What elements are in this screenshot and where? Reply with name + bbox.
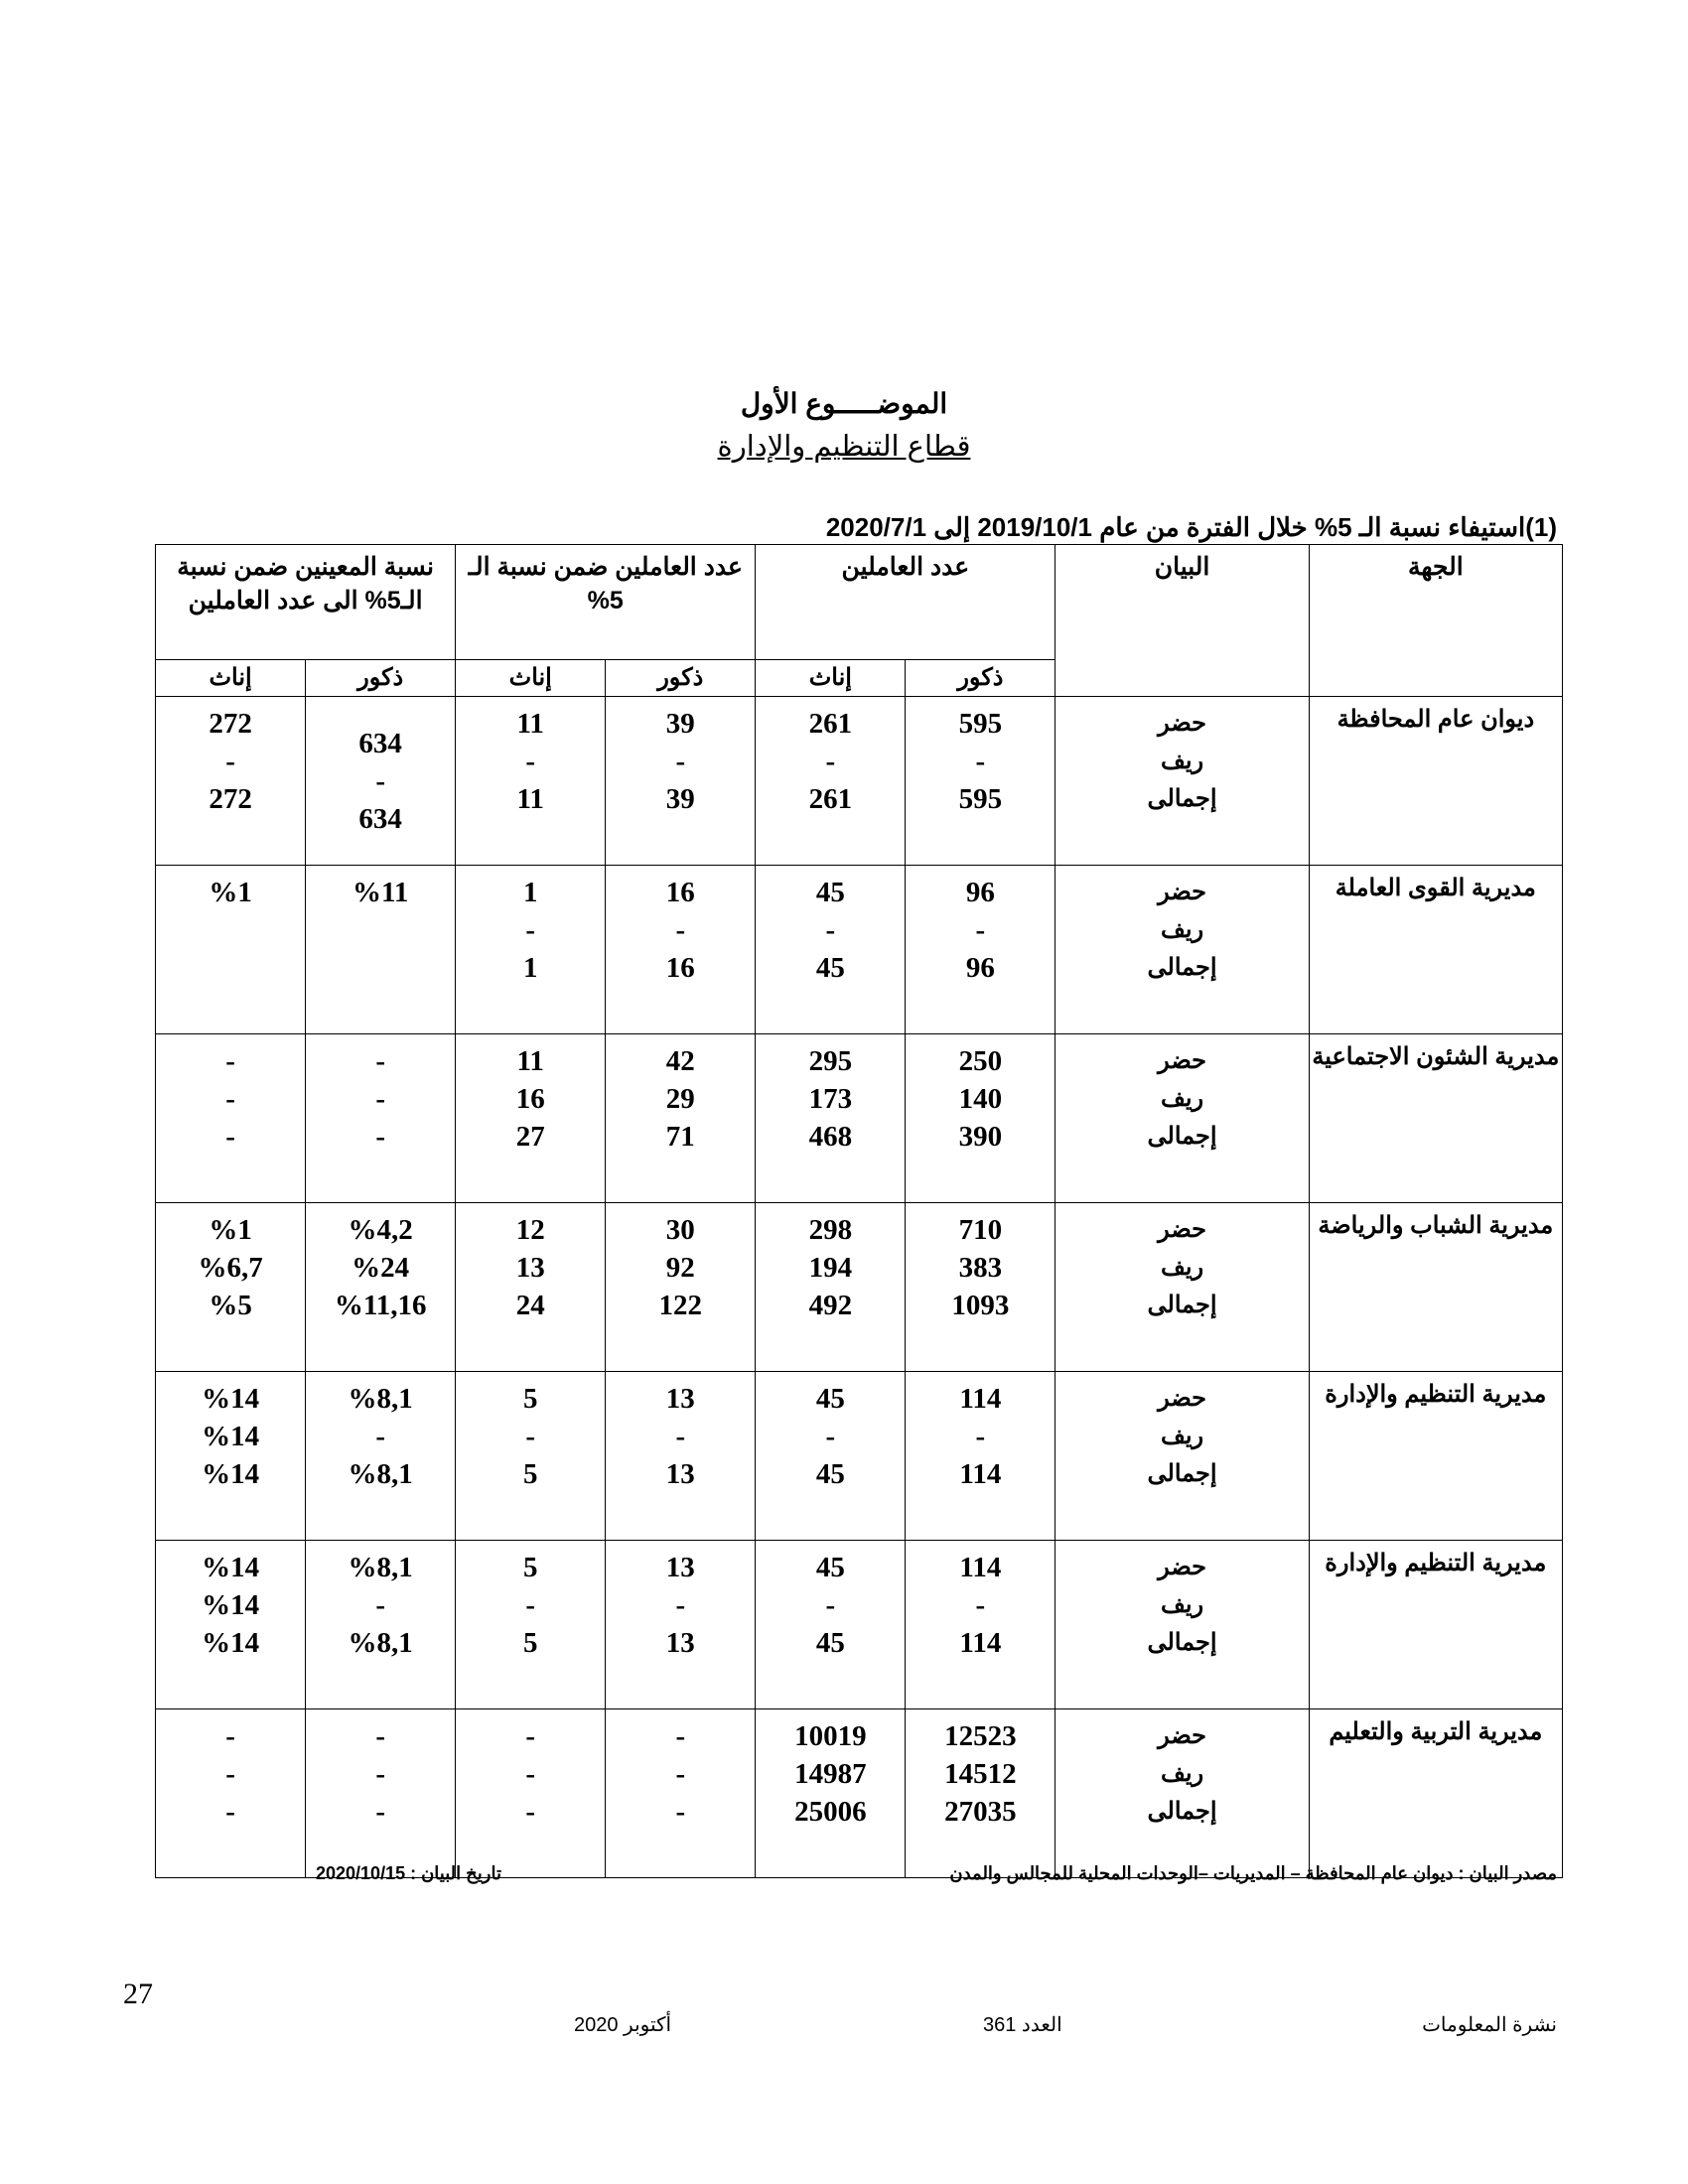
cell-value: - bbox=[375, 1758, 386, 1791]
cell-value: 634 bbox=[358, 803, 402, 836]
page-subtitle: قطاع التنظيم والإدارة bbox=[717, 431, 971, 463]
cell-value: %8,1 bbox=[348, 1627, 413, 1660]
header-female: إناث bbox=[456, 660, 606, 697]
workers5-male-cell bbox=[606, 1372, 756, 1541]
cell-value: 5 bbox=[522, 1383, 538, 1416]
cell-value: 261 bbox=[808, 708, 853, 741]
cell-value: - bbox=[225, 1045, 235, 1078]
page-number: 27 bbox=[123, 1978, 153, 2010]
cell-value: 45 bbox=[815, 1627, 845, 1660]
cell-value: 390 bbox=[958, 1121, 1003, 1154]
cell-value: - bbox=[975, 746, 986, 778]
cell-value: %14 bbox=[202, 1627, 260, 1660]
cell-value: %1 bbox=[209, 877, 252, 909]
cell-value: 45 bbox=[815, 1458, 845, 1491]
cell-value: - bbox=[825, 914, 836, 947]
workers-female-cell bbox=[756, 866, 906, 1034]
workers5-female-cell bbox=[456, 1709, 606, 1878]
footer-date: أكتوبر 2020 bbox=[574, 2014, 672, 2036]
cell-value: - bbox=[825, 1589, 836, 1622]
cell-value: 250 bbox=[958, 1045, 1003, 1078]
workers5-male-cell bbox=[606, 1034, 756, 1203]
table-row bbox=[156, 1203, 1563, 1372]
ratio-female-cell bbox=[156, 1541, 306, 1709]
cell-value: 27035 bbox=[944, 1796, 1017, 1829]
bayan-cell bbox=[1055, 1541, 1309, 1709]
cell-value: حضر bbox=[1158, 1722, 1206, 1750]
cell-value: 45 bbox=[815, 952, 845, 985]
bayan-cell bbox=[1055, 866, 1309, 1034]
cell-value: 634 bbox=[358, 728, 402, 760]
cell-value: - bbox=[675, 1796, 686, 1829]
ratio-male-cell bbox=[306, 1541, 456, 1709]
cell-value: ريف bbox=[1160, 1760, 1204, 1788]
cell-value: 10019 bbox=[794, 1720, 867, 1753]
cell-value: - bbox=[375, 1796, 386, 1829]
cell-value: %14 bbox=[202, 1589, 260, 1622]
entity-cell: مديرية التنظيم والإدارة bbox=[1309, 1372, 1562, 1541]
ratio-female-cell bbox=[156, 866, 306, 1034]
cell-value: 595 bbox=[958, 783, 1003, 816]
cell-value: - bbox=[375, 1045, 386, 1078]
cell-value: 272 bbox=[209, 783, 252, 816]
cell-value: 29 bbox=[665, 1083, 695, 1116]
cell-value: 122 bbox=[658, 1290, 703, 1322]
ratio-male-cell bbox=[306, 1372, 456, 1541]
data-date: تاريخ البيان : 2020/10/15 bbox=[316, 1863, 501, 1883]
cell-value: - bbox=[675, 1758, 686, 1791]
workers5-female-cell bbox=[456, 1034, 606, 1203]
workers5-male-cell bbox=[606, 1541, 756, 1709]
cell-value: 710 bbox=[958, 1214, 1003, 1247]
ratio-male-cell bbox=[306, 1203, 456, 1372]
entity-cell: مديرية التربية والتعليم bbox=[1309, 1709, 1562, 1878]
workers-male-cell bbox=[906, 1709, 1055, 1878]
cell-value: - bbox=[825, 1421, 836, 1453]
cell-value: 27 bbox=[515, 1121, 545, 1154]
workers5-female-cell bbox=[456, 697, 606, 866]
cell-value: 11 bbox=[516, 783, 544, 816]
table-row bbox=[156, 1541, 1563, 1709]
cell-value: ريف bbox=[1160, 1423, 1204, 1450]
bayan-cell bbox=[1055, 1034, 1309, 1203]
workers-male-cell bbox=[906, 1203, 1055, 1372]
cell-value: - bbox=[525, 1421, 536, 1453]
cell-value: 14987 bbox=[794, 1758, 867, 1791]
workers5-male-cell bbox=[606, 1203, 756, 1372]
cell-value: 92 bbox=[665, 1252, 695, 1285]
ratio-female-cell bbox=[156, 1372, 306, 1541]
cell-value: %4,2 bbox=[348, 1214, 413, 1247]
workers5-male-cell bbox=[606, 866, 756, 1034]
cell-value: 12 bbox=[515, 1214, 545, 1247]
workers-male-cell bbox=[906, 1372, 1055, 1541]
cell-value: 194 bbox=[808, 1252, 853, 1285]
cell-value: - bbox=[225, 1758, 235, 1791]
cell-value: 114 bbox=[959, 1458, 1002, 1491]
footer-publication: نشرة المعلومات bbox=[1422, 2014, 1557, 2036]
cell-value: - bbox=[975, 1589, 986, 1622]
cell-value: 42 bbox=[665, 1045, 695, 1078]
cell-value: ريف bbox=[1160, 748, 1204, 775]
cell-value: %8,1 bbox=[348, 1383, 413, 1416]
cell-value: 1 bbox=[522, 877, 538, 909]
table-caption: (1)استيفاء نسبة الـ 5% خلال الفترة من عام 2019/10/1 إلى 2020/7/1 bbox=[825, 512, 1557, 542]
table-row bbox=[156, 866, 1563, 1034]
cell-value: - bbox=[375, 1589, 386, 1622]
table-row bbox=[156, 1372, 1563, 1541]
cell-value: 45 bbox=[815, 877, 845, 909]
cell-value: 13 bbox=[665, 1552, 695, 1584]
cell-value: 45 bbox=[815, 1552, 845, 1584]
cell-value: - bbox=[225, 1720, 235, 1753]
cell-value: - bbox=[225, 746, 235, 778]
workers-male-cell bbox=[906, 1034, 1055, 1203]
cell-value: حضر bbox=[1158, 1385, 1206, 1413]
cell-value: 16 bbox=[665, 952, 695, 985]
cell-value: 13 bbox=[665, 1627, 695, 1660]
cell-value: - bbox=[525, 914, 536, 947]
cell-value: %14 bbox=[202, 1421, 260, 1453]
cell-value: 295 bbox=[808, 1045, 853, 1078]
cell-value: إجمالى bbox=[1147, 954, 1217, 982]
ratio-male-cell bbox=[306, 1034, 456, 1203]
ratio-male-cell bbox=[306, 866, 456, 1034]
cell-value: ريف bbox=[1160, 1085, 1204, 1113]
cell-value: - bbox=[375, 1083, 386, 1116]
header-male: ذكور bbox=[906, 660, 1055, 697]
header-workers: عدد العاملين bbox=[756, 545, 1055, 660]
ratio-female-cell bbox=[156, 1203, 306, 1372]
header-entity: الجهة bbox=[1309, 545, 1562, 697]
cell-value: %8,1 bbox=[348, 1552, 413, 1584]
cell-value: 13 bbox=[515, 1252, 545, 1285]
header-female: إناث bbox=[156, 660, 306, 697]
bayan-cell bbox=[1055, 697, 1309, 866]
workers5-female-cell bbox=[456, 1203, 606, 1372]
entity-cell: مديرية الشباب والرياضة bbox=[1309, 1203, 1562, 1372]
cell-value: 11 bbox=[516, 708, 544, 741]
cell-value: - bbox=[975, 1421, 986, 1453]
cell-value: %24 bbox=[352, 1252, 410, 1285]
cell-value: - bbox=[825, 746, 836, 778]
cell-value: %8,1 bbox=[348, 1458, 413, 1491]
cell-value: 71 bbox=[665, 1121, 695, 1154]
header-female: إناث bbox=[756, 660, 906, 697]
cell-value: 114 bbox=[959, 1383, 1002, 1416]
employment-quota-table bbox=[155, 544, 1563, 1878]
cell-value: 13 bbox=[665, 1383, 695, 1416]
cell-value: - bbox=[375, 1121, 386, 1154]
cell-value: 468 bbox=[808, 1121, 853, 1154]
workers5-female-cell bbox=[456, 1372, 606, 1541]
cell-value: حضر bbox=[1158, 1216, 1206, 1244]
cell-value: - bbox=[375, 1720, 386, 1753]
cell-value: حضر bbox=[1158, 710, 1206, 738]
cell-value: - bbox=[675, 914, 686, 947]
cell-value: 14512 bbox=[944, 1758, 1017, 1791]
header-male: ذكور bbox=[306, 660, 456, 697]
cell-value: 595 bbox=[958, 708, 1003, 741]
cell-value: 96 bbox=[965, 877, 995, 909]
cell-value: 5 bbox=[522, 1458, 538, 1491]
cell-value: %14 bbox=[202, 1552, 260, 1584]
cell-value: حضر bbox=[1158, 1047, 1206, 1075]
cell-value: 5 bbox=[522, 1627, 538, 1660]
table-row bbox=[156, 697, 1563, 866]
cell-value: 16 bbox=[515, 1083, 545, 1116]
header-bayan: البيان bbox=[1055, 545, 1309, 697]
cell-value: 24 bbox=[515, 1290, 545, 1322]
cell-value: %1 bbox=[209, 1214, 252, 1247]
cell-value: - bbox=[675, 746, 686, 778]
cell-value: 272 bbox=[209, 708, 252, 741]
workers5-male-cell bbox=[606, 697, 756, 866]
cell-value: - bbox=[525, 1796, 536, 1829]
cell-value: 96 bbox=[965, 952, 995, 985]
workers-male-cell bbox=[906, 866, 1055, 1034]
cell-value: 114 bbox=[959, 1627, 1002, 1660]
cell-value: 30 bbox=[665, 1214, 695, 1247]
cell-value: 13 bbox=[665, 1458, 695, 1491]
entity-cell: مديرية التنظيم والإدارة bbox=[1309, 1541, 1562, 1709]
cell-value: إجمالى bbox=[1147, 1123, 1217, 1151]
bayan-cell bbox=[1055, 1372, 1309, 1541]
cell-value: ريف bbox=[1160, 1591, 1204, 1619]
entity-cell: ديوان عام المحافظة bbox=[1309, 697, 1562, 866]
bayan-cell bbox=[1055, 1709, 1309, 1878]
workers-female-cell bbox=[756, 1203, 906, 1372]
cell-value: ريف bbox=[1160, 916, 1204, 944]
cell-value: إجمالى bbox=[1147, 1629, 1217, 1657]
ratio-male-cell bbox=[306, 1709, 456, 1878]
cell-value: - bbox=[525, 1589, 536, 1622]
cell-value: 383 bbox=[958, 1252, 1003, 1285]
entity-cell: مديرية القوى العاملة bbox=[1309, 866, 1562, 1034]
workers5-female-cell bbox=[456, 1541, 606, 1709]
cell-value: 11 bbox=[516, 1045, 544, 1078]
cell-value: إجمالى bbox=[1147, 1292, 1217, 1319]
cell-value: - bbox=[675, 1589, 686, 1622]
cell-value: 5 bbox=[522, 1552, 538, 1584]
cell-value: إجمالى bbox=[1147, 1460, 1217, 1488]
header-male: ذكور bbox=[606, 660, 756, 697]
workers-female-cell bbox=[756, 697, 906, 866]
cell-value: 1093 bbox=[951, 1290, 1010, 1322]
workers5-male-cell bbox=[606, 1709, 756, 1878]
cell-value: %6,7 bbox=[198, 1252, 263, 1285]
ratio-female-cell bbox=[156, 697, 306, 866]
cell-value: 114 bbox=[959, 1552, 1002, 1584]
footer-issue: العدد 361 bbox=[983, 2014, 1062, 2036]
cell-value: - bbox=[525, 1758, 536, 1791]
cell-value: - bbox=[375, 765, 386, 798]
cell-value: 140 bbox=[958, 1083, 1003, 1116]
cell-value: حضر bbox=[1158, 1554, 1206, 1581]
cell-value: - bbox=[375, 1421, 386, 1453]
cell-value: حضر bbox=[1158, 879, 1206, 906]
cell-value: 16 bbox=[665, 877, 695, 909]
entity-cell: مديرية الشئون الاجتماعية bbox=[1309, 1034, 1562, 1203]
cell-value: - bbox=[225, 1121, 235, 1154]
cell-value: %11 bbox=[352, 877, 409, 909]
cell-value: %14 bbox=[202, 1458, 260, 1491]
cell-value: %14 bbox=[202, 1383, 260, 1416]
cell-value: - bbox=[675, 1720, 686, 1753]
table-row bbox=[156, 1034, 1563, 1203]
cell-value: 25006 bbox=[794, 1796, 867, 1829]
workers-female-cell bbox=[756, 1372, 906, 1541]
page-title: الموضـــــوع الأول bbox=[740, 388, 948, 419]
cell-value: ريف bbox=[1160, 1254, 1204, 1282]
cell-value: %5 bbox=[209, 1290, 252, 1322]
ratio-female-cell bbox=[156, 1709, 306, 1878]
bayan-cell bbox=[1055, 1203, 1309, 1372]
workers-male-cell bbox=[906, 697, 1055, 866]
cell-value: - bbox=[225, 1796, 235, 1829]
cell-value: 12523 bbox=[944, 1720, 1017, 1753]
header-ratio: نسبة المعينين ضمن نسبة الـ5% الى عدد العاملين bbox=[156, 545, 456, 660]
cell-value: إجمالى bbox=[1147, 1798, 1217, 1826]
cell-value: %11,16 bbox=[334, 1290, 427, 1322]
workers-female-cell bbox=[756, 1034, 906, 1203]
cell-value: 39 bbox=[665, 708, 695, 741]
cell-value: 492 bbox=[808, 1290, 853, 1322]
table-row bbox=[156, 1709, 1563, 1878]
ratio-male-cell bbox=[306, 697, 456, 866]
cell-value: 1 bbox=[522, 952, 538, 985]
cell-value: 261 bbox=[808, 783, 853, 816]
data-source: مصدر البيان : ديوان عام المحافظة – المديريات –الوحدات المحلية للمجالس والمدن bbox=[949, 1863, 1557, 1883]
cell-value: إجمالى bbox=[1147, 785, 1217, 813]
cell-value: - bbox=[225, 1083, 235, 1116]
cell-value: - bbox=[525, 746, 536, 778]
cell-value: 39 bbox=[665, 783, 695, 816]
cell-value: - bbox=[675, 1421, 686, 1453]
workers-male-cell bbox=[906, 1541, 1055, 1709]
cell-value: 298 bbox=[808, 1214, 853, 1247]
ratio-female-cell bbox=[156, 1034, 306, 1203]
cell-value: 45 bbox=[815, 1383, 845, 1416]
workers-female-cell bbox=[756, 1541, 906, 1709]
header-workers-5: عدد العاملين ضمن نسبة الـ 5% bbox=[456, 545, 756, 660]
cell-value: - bbox=[525, 1720, 536, 1753]
cell-value: - bbox=[975, 914, 986, 947]
workers-female-cell bbox=[756, 1709, 906, 1878]
workers5-female-cell bbox=[456, 866, 606, 1034]
cell-value: 173 bbox=[808, 1083, 853, 1116]
